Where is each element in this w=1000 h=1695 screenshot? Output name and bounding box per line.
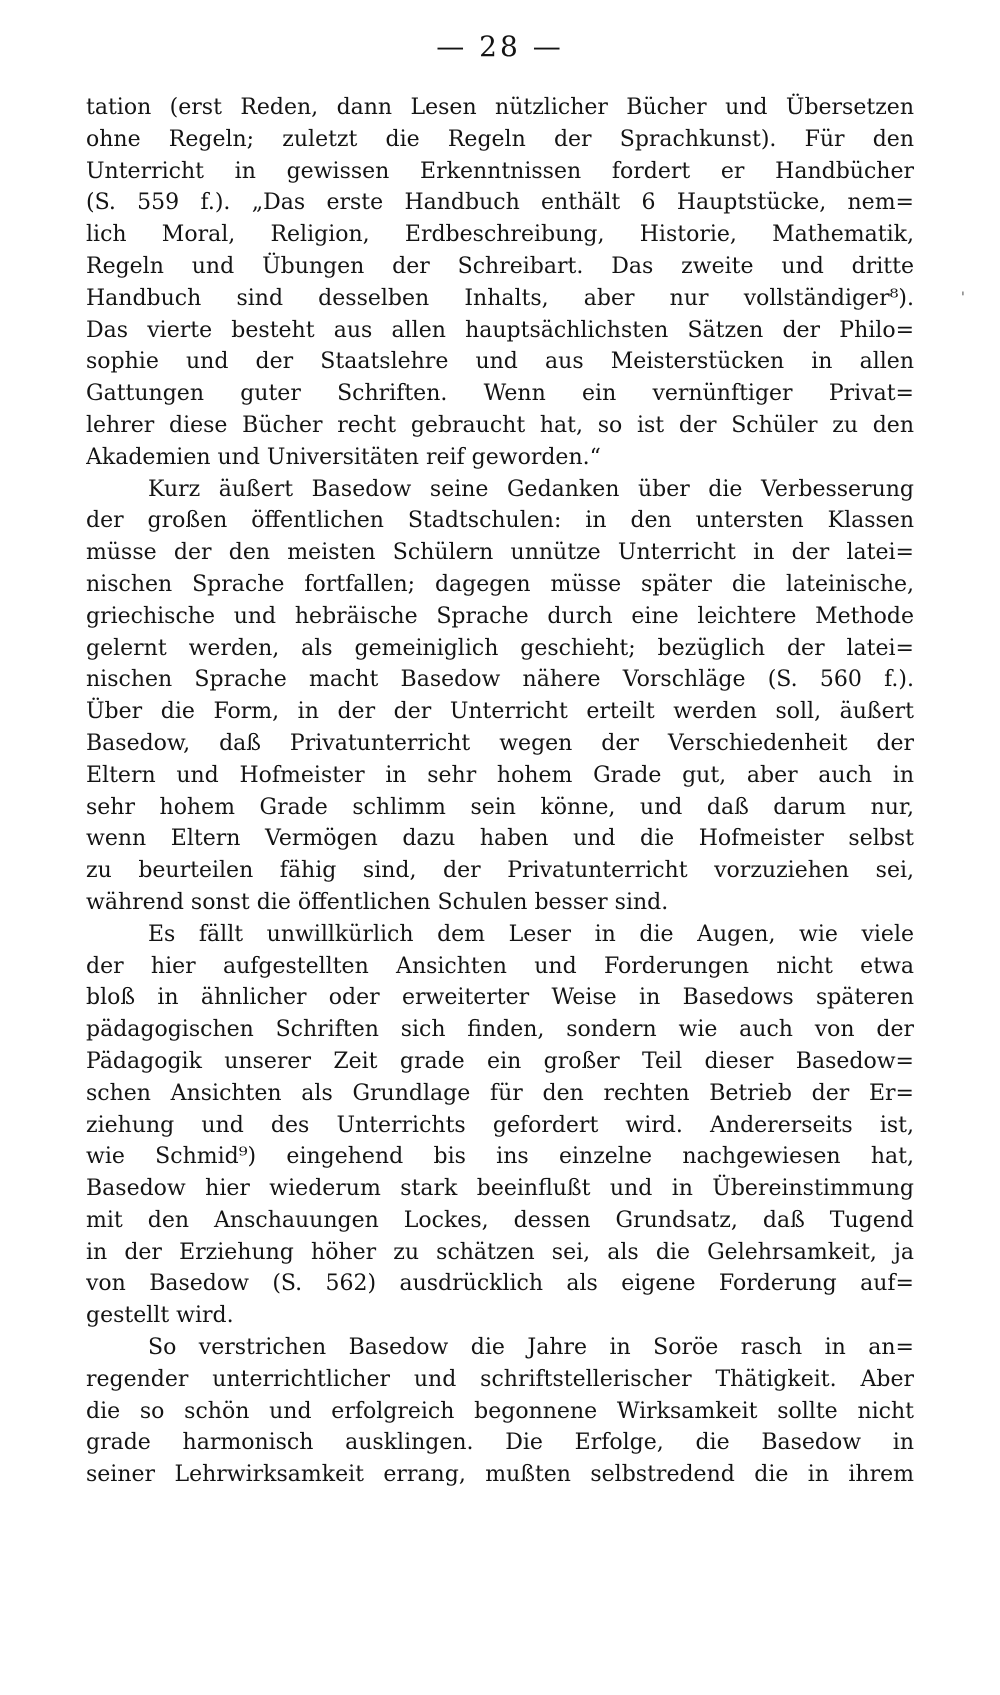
- text-line: Das vierte besteht aus allen hauptsächlichsten Sätzen der Philo=: [86, 317, 914, 343]
- text-line: ziehung und des Unterrichts gefordert wird. Andererseits ist,: [86, 1112, 914, 1138]
- text-line: während sonst die öffentlichen Schulen besser sind.: [86, 889, 669, 915]
- text-line: sophie und der Staatslehre und aus Meisterstücken in allen: [86, 349, 914, 375]
- text-line: lehrer diese Bücher recht gebraucht hat, so ist der Schüler zu den: [86, 412, 914, 438]
- text-line: wenn Eltern Vermögen dazu haben und die Hofmeister selbst: [86, 826, 914, 852]
- text-line: Handbuch sind desselben Inhalts, aber nur vollständiger⁸).: [86, 285, 914, 311]
- text-line: der hier aufgestellten Ansichten und Forderungen nicht etwa: [86, 953, 914, 979]
- text-line: sehr hohem Grade schlimm sein könne, und daß darum nur,: [86, 794, 914, 820]
- text-line: müsse der den meisten Schülern unnütze Unterricht in der latei=: [86, 540, 914, 566]
- text-line: Akademien und Universitäten reif geworden.“: [86, 444, 601, 470]
- text-line: Basedow hier wiederum stark beeinflußt und in Übereinstimmung: [86, 1176, 914, 1202]
- text-line: Über die Form, in der der Unterricht erteilt werden soll, äußert: [86, 699, 914, 725]
- text-line: gestellt wird.: [86, 1303, 234, 1329]
- text-line: gelernt werden, als gemeiniglich geschieht; bezüglich der latei=: [86, 635, 914, 661]
- text-line: Eltern und Hofmeister in sehr hohem Grade gut, aber auch in: [86, 762, 914, 788]
- text-line: (S. 559 f.). „Das erste Handbuch enthält 6 Hauptstücke, nem=: [86, 190, 914, 216]
- text-line: tation (erst Reden, dann Lesen nützlicher Bücher und Übersetzen: [86, 95, 914, 120]
- text-line: pädagogischen Schriften sich finden, sondern wie auch von der: [86, 1017, 914, 1043]
- text-line: nischen Sprache macht Basedow nähere Vorschläge (S. 560 f.).: [86, 667, 914, 693]
- text-line: Pädagogik unserer Zeit grade ein großer Teil dieser Basedow=: [86, 1048, 914, 1074]
- text-line: Unterricht in gewissen Erkenntnissen fordert er Handbücher: [86, 158, 914, 184]
- text-line: Basedow, daß Privatunterricht wegen der Verschiedenheit der: [86, 730, 914, 756]
- text-line: mit den Anschauungen Lockes, dessen Grundsatz, daß Tugend: [86, 1207, 914, 1233]
- paragraph-start-line: Es fällt unwillkürlich dem Leser in die Augen, wie viele: [148, 921, 914, 947]
- text-line: lich Moral, Religion, Erdbeschreibung, Historie, Mathematik,: [86, 222, 914, 248]
- text-line: der großen öffentlichen Stadtschulen: in den untersten Klassen: [86, 508, 914, 534]
- text-line: Regeln und Übungen der Schreibart. Das zweite und dritte: [86, 253, 914, 279]
- paragraph-start-line: Kurz äußert Basedow seine Gedanken über die Verbesserung: [148, 476, 914, 502]
- text-line: zu beurteilen fähig sind, der Privatunterricht vorzuziehen sei,: [86, 858, 914, 884]
- text-line: von Basedow (S. 562) ausdrücklich als eigene Forderung auf=: [86, 1271, 914, 1297]
- text-line: nischen Sprache fortfallen; dagegen müsse später die lateinische,: [86, 571, 914, 597]
- text-line: bloß in ähnlicher oder erweiterter Weise in Basedows späteren: [86, 985, 914, 1011]
- text-line: in der Erziehung höher zu schätzen sei, als die Gelehrsamkeit, ja: [86, 1239, 914, 1265]
- text-line: die so schön und erfolgreich begonnene Wirksamkeit sollte nicht: [86, 1398, 914, 1424]
- text-line: schen Ansichten als Grundlage für den rechten Betrieb der Er=: [86, 1080, 914, 1106]
- margin-mark: ': [961, 290, 965, 306]
- text-line: griechische und hebräische Sprache durch eine leichtere Methode: [86, 603, 914, 629]
- text-line: wie Schmid⁹) eingehend bis ins einzelne nachgewiesen hat,: [86, 1144, 914, 1170]
- text-line: regender unterrichtlicher und schriftstellerischer Thätigkeit. Aber: [86, 1366, 914, 1392]
- text-line: Gattungen guter Schriften. Wenn ein vernünftiger Privat=: [86, 381, 914, 407]
- text-line: grade harmonisch ausklingen. Die Erfolge, die Basedow in: [86, 1430, 914, 1456]
- body-text: [86, 92, 914, 1491]
- text-line: ohne Regeln; zuletzt die Regeln der Sprachkunst). Für den: [86, 126, 914, 152]
- page-number: — 28 —: [436, 30, 564, 63]
- text-line: seiner Lehrwirksamkeit errang, mußten selbstredend die in ihrem: [86, 1462, 914, 1488]
- paragraph-start-line: So verstrichen Basedow die Jahre in Soröe rasch in an=: [148, 1335, 914, 1361]
